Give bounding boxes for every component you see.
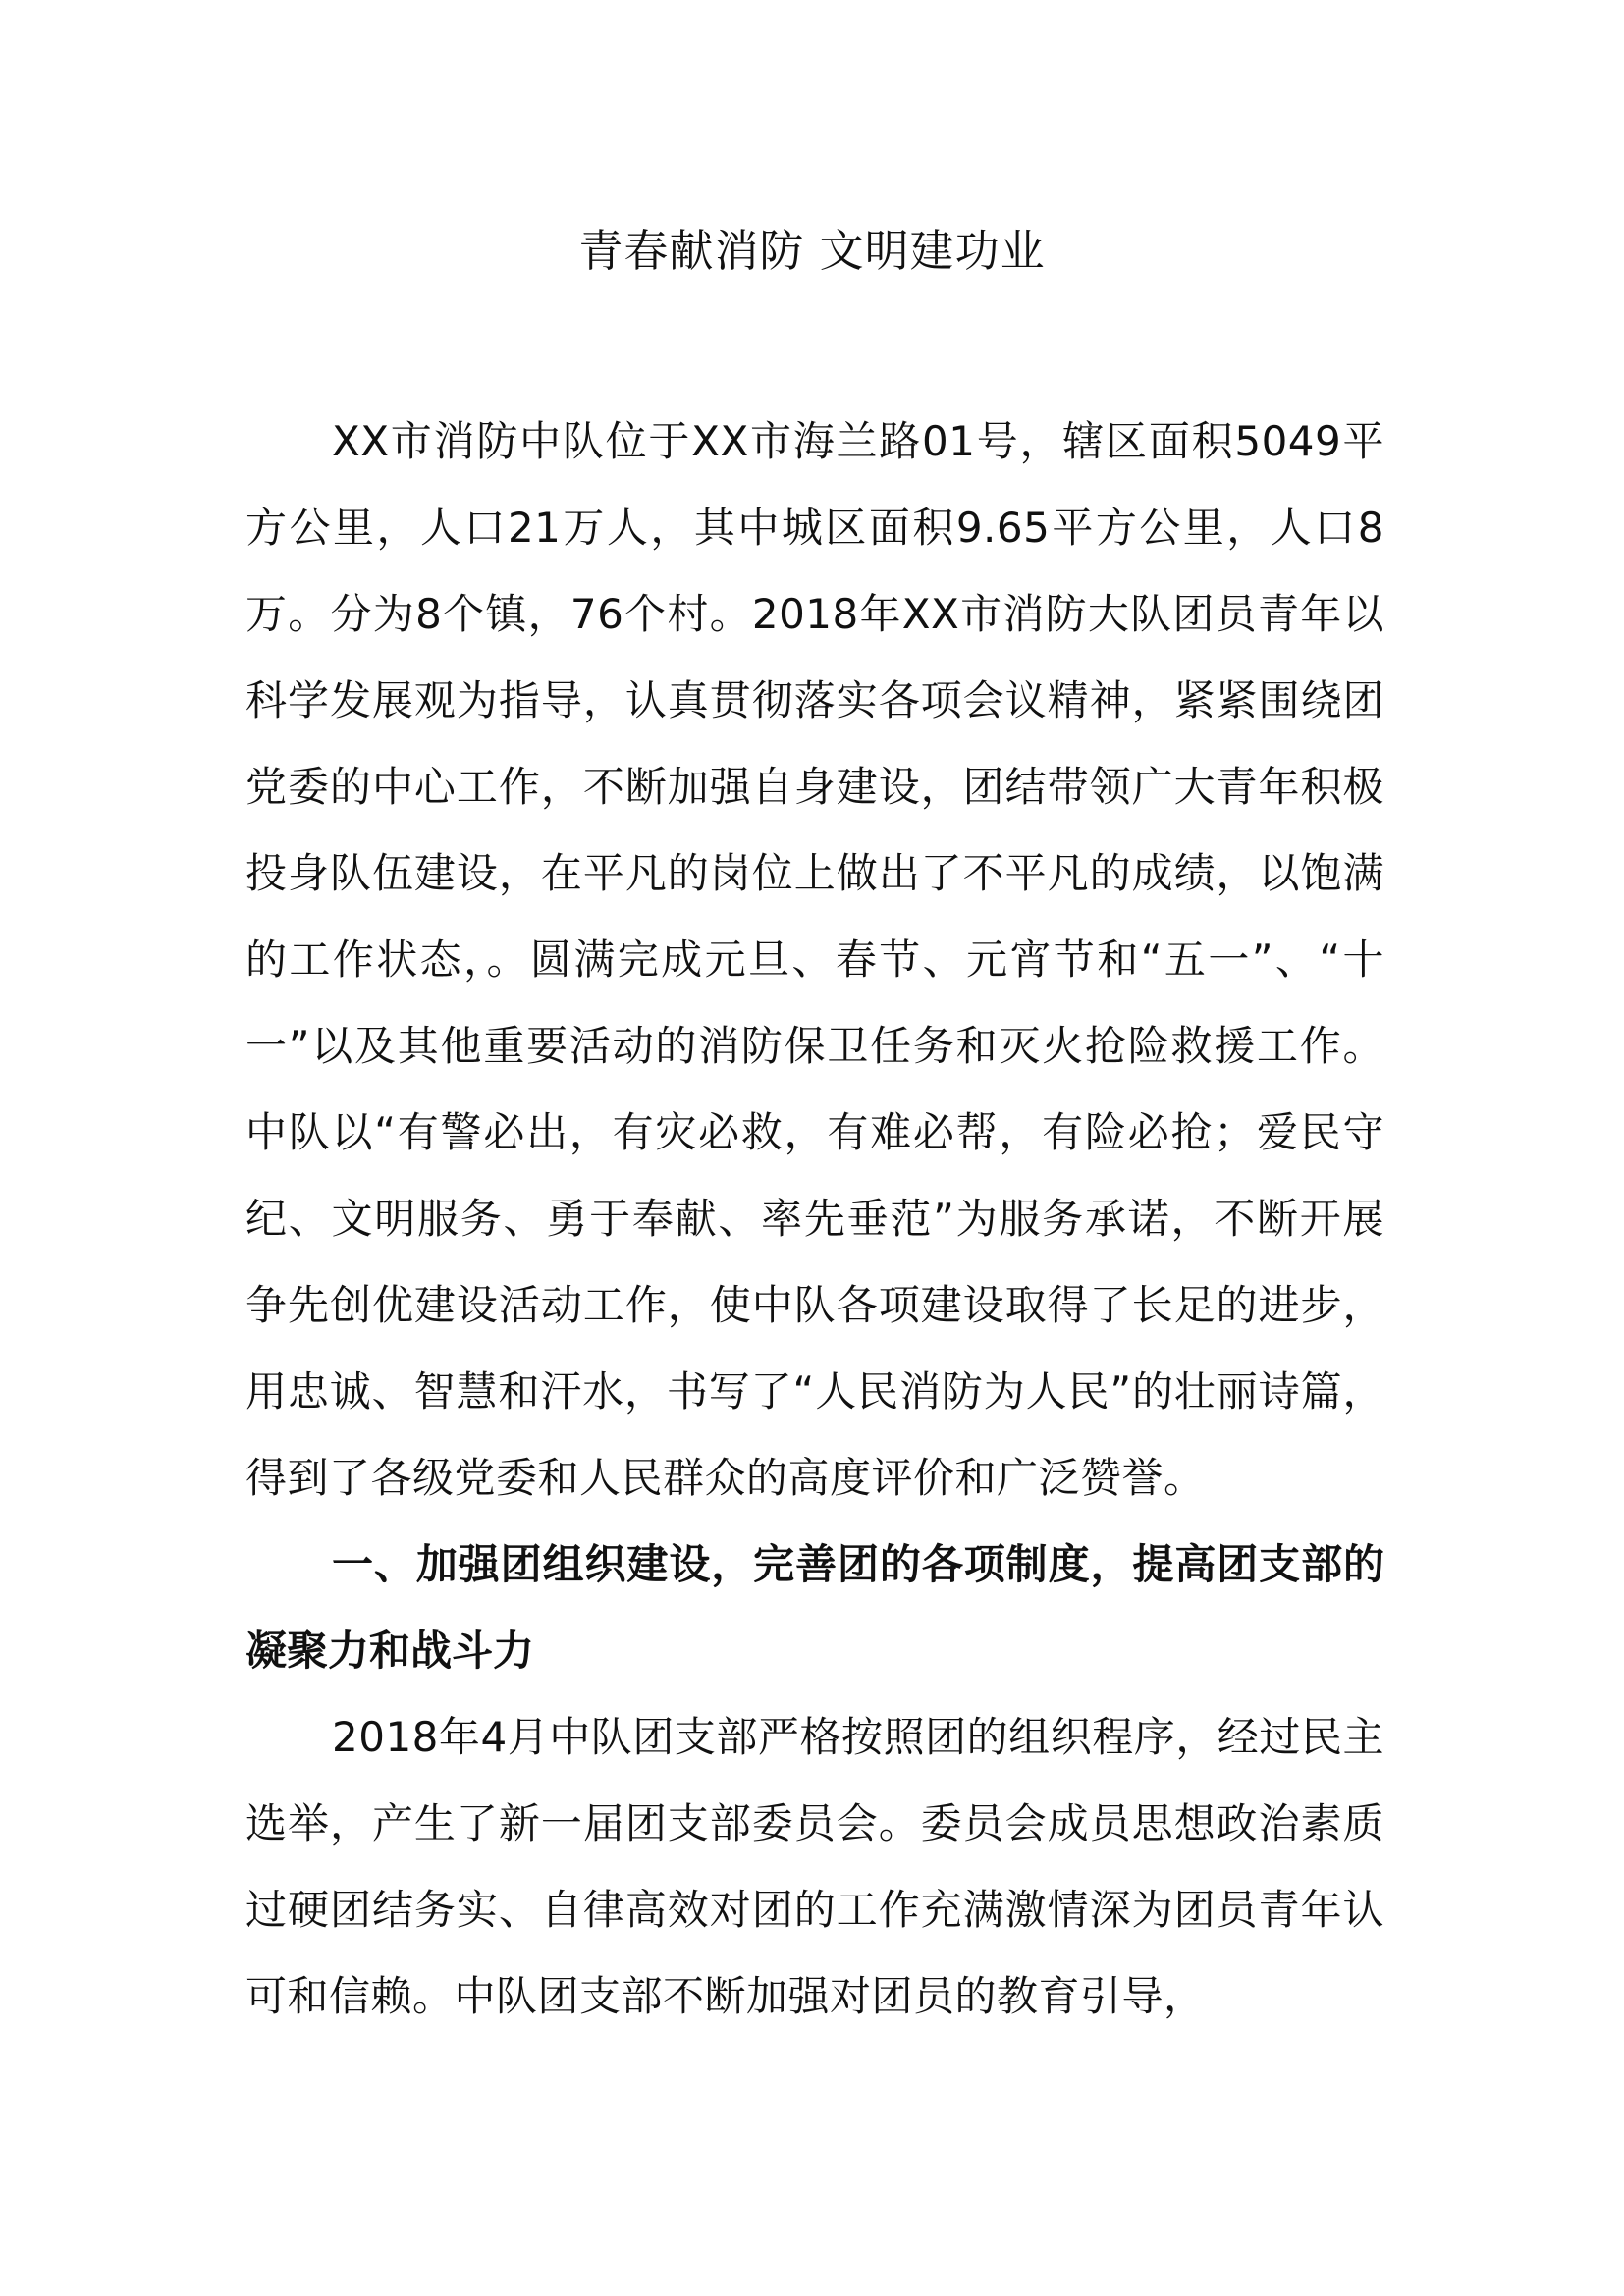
section-1-paragraph: 2018年4月中队团支部严格按照团的组织程序，经过民主选举，产生了新一届团支部委员会。委员会成员思想政治素质过硬团结务实、自律高效对团的工作充满激情深为团员青年认可和信赖。中队团支部不断加强对团员的教育引导， [245, 1713, 1384, 2020]
document-title: 青春献消防 文明建功业 [578, 225, 1046, 277]
intro-paragraph: XX市消防中队位于XX市海兰路01号，辖区面积5049平方公里，人口21万人，其中城区面积9.65平方公里，人口8万。分为8个镇，76个村。2018年XX市消防大队团员青年以科学发展观为指导，认真贯彻落实各项会议精神，紧紧围绕团党委的中心工作，不断加强自身建设，团结带领广大青年积极投身队伍建设，在平凡的岗位上做出了不平凡的成绩，以饱满的工作状态，。圆满完成元旦、春节、元宵节和“五一”、“十一”以及其他重要活动的消防保卫任务和灭火抢险救援工作。中队以“有警必出，有灾必救，有难必帮，有险必抢；爱民守纪、文明服务、勇于奉献、率先垂范”为服务承诺，不断开展争先创优建设活动工作，使中队各项建设取得了长足的进步，用忠诚、智慧和汗水，书写了“人民消防为人民”的壮丽诗篇，得到了各级党委和人民群众的高度评价和广泛赞誉。 [245, 417, 1384, 1502]
section-heading-1: 一、加强团组织建设，完善团的各项制度，提高团支部的凝聚力和战斗力 [245, 1540, 1384, 1675]
document-body [245, 399, 1384, 2040]
